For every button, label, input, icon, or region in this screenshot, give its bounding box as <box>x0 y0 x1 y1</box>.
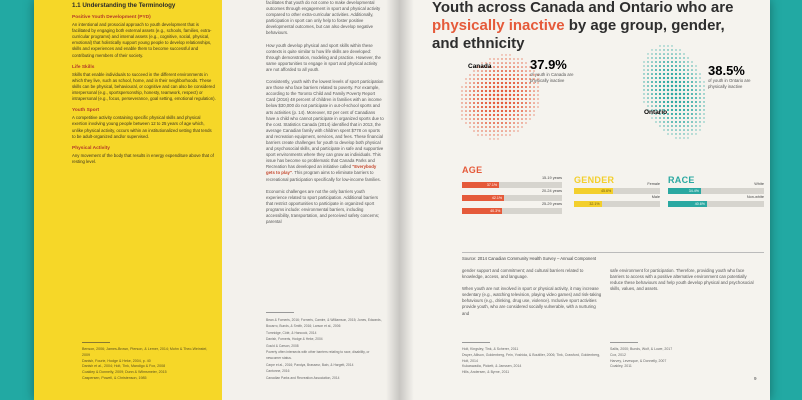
footnote: Carpe et al., 2016; Pandya, Brasseur, Bain, & Hargett, 2014 <box>266 362 354 367</box>
bar-track <box>668 201 764 207</box>
footnote: Cox, 2012 <box>610 352 626 357</box>
canada-stat <box>530 58 590 83</box>
footnote: Danish et al., 2004; Holt, Tink, Mandigo & Fox, 2008 <box>82 364 166 369</box>
body-paragraph: gender support and commitment; and cultural barriers related to knowledge, access, and language. <box>462 268 584 280</box>
bar-value-label: 45.6% <box>600 189 612 193</box>
footnote: Poverty often intersects with other barriers relating to race, disability, or newcomer status. <box>266 350 370 361</box>
bar-label: Non-white <box>746 195 764 199</box>
term-title: Physical Activity <box>72 145 110 151</box>
bar-value-label: 32.1% <box>589 202 600 206</box>
middle-footnotes <box>266 312 384 381</box>
term-title: Positive Youth Development (PYD) <box>72 15 151 20</box>
bar-label: Male <box>651 195 660 199</box>
highlighted-initiative: "Everybody gets to play" <box>266 164 377 176</box>
bar-fill <box>462 208 502 214</box>
canada-percent: 37.9% <box>530 57 567 72</box>
title-text: by age group, gender, and ethnicity <box>432 17 725 52</box>
term-title: Youth Sport <box>72 108 100 114</box>
right-page <box>400 0 770 400</box>
footnote: Holt, Kingsley, Tink, & Scherer, 2011 <box>462 347 519 351</box>
dot-maps <box>460 42 730 157</box>
bar-label: 20-24 years <box>541 189 562 193</box>
data-source: Source: 2014 Canadian Community Health Survey – Annual Component <box>462 256 597 261</box>
body-paragraph: safe environment for participation. Therefore, providing youth who face barriers to access with a positive alternative environment can potentially reduce these behaviours and help youth develop physical and psychosocial skills, values, and assets. <box>610 268 754 292</box>
ontario-stat <box>708 64 766 89</box>
ontario-label: Ontario <box>644 109 668 116</box>
footnote: Bean & Forneris, 2016; Forneris, Camire, & Williamson, 2015; Jones, Edwards, Bocarro, Bunds, & Smith, 2016; Larson et al., 2006 <box>266 318 382 329</box>
footnote: Benson, 2006; James-Brown, Pierson, & Lerner, 2014; Mohn & Theo-Weinstel, 2009 <box>82 347 208 357</box>
right-footnotes-right <box>610 342 758 370</box>
bar-fill <box>574 201 602 207</box>
bar-label: 15-19 years <box>541 176 562 180</box>
term-definition: Any movement of the body that results in energy expenditure above that of resting level. <box>72 152 214 164</box>
body-paragraph: When youth are not involved in sport or physical activity, it may increase sedentary (e.g., watching television, playing video games) and risk-taking behaviours (e.g., drinking, drug use, violence). Inclusive sport activities provide youth, who are considered socially vulnerable, with a nurturing and <box>462 286 602 316</box>
bar-track <box>574 188 660 194</box>
divider <box>462 252 764 253</box>
term-title: Life Skills <box>72 64 95 70</box>
body-paragraph: How youth develop physical and sport skills within these contexts is quite similar to how life skills are developed: through demonstration, modeling and practice. However, the same opportunities to engage in sport and physical activity are not afforded to all youth. <box>266 42 381 72</box>
footnote: Hills, Andersen, & Byrne, 2011 <box>462 370 510 375</box>
term-definition: A competitive activity containing specific physical skills and physical exertion involving young people between 12 to 25 years of age which, unlike physical activity, occurs within an institutionalized setting that tends to be adult-organized and/or supervised. <box>72 115 212 139</box>
bar-fill <box>668 188 701 194</box>
terminology-heading: 1.1 Understanding the Terminology <box>72 2 176 9</box>
right-footnotes-left <box>462 342 602 376</box>
bar-value-label: 40.6% <box>694 202 705 206</box>
bar-value-label: 37.1% <box>486 183 498 187</box>
terminology-box <box>72 2 216 165</box>
footnote: Danish, Fourie, Hodge & Heke, 2004, p. 40 <box>82 358 151 363</box>
bar-value-label: 42.1% <box>491 196 503 200</box>
footnote: Caspersen, Powell, & Christenson, 1985 <box>82 375 147 380</box>
inactivity-bar-charts <box>462 165 764 249</box>
footnote: Kukaswadia, Pickett, & Janssen, 2014 <box>462 364 522 369</box>
footnote: Danish, Forneris, Hodge & Heke, 2004 <box>266 337 323 342</box>
bar-fill <box>462 195 504 201</box>
bar-track <box>462 195 562 201</box>
bar-label: 25-29 years <box>541 202 562 206</box>
left-body-column <box>266 0 384 231</box>
term-definition: An intentional and prosocial approach to youth development that is facilitated by engaging both external assets (e.g., schools, families, extra-curricular programs) and internal assets (e.g., cognitive, social, physical, emotional) that holistically support young people to develop relationships, skills and experiences and enable them to become successful and contributing members of their society. <box>72 22 212 58</box>
footnote: Coakley & Donnelly, 2009; Dunn & Wilmsmeier, 2015 <box>82 370 167 375</box>
bar-group-title: RACE <box>668 175 695 185</box>
footnote: Coakley, 2011 <box>610 364 632 369</box>
bar-track <box>668 188 764 194</box>
right-body-right <box>610 268 758 298</box>
bar-value-label: 34.4% <box>688 189 699 193</box>
bar-label: Female <box>647 182 660 186</box>
bar-track <box>462 208 562 214</box>
bar-fill <box>462 182 499 188</box>
ontario-dot-map <box>643 45 704 138</box>
body-paragraph: Economic challenges are not the only barriers youth experience related to sport participation. Additional barriers that restrict opportunities to participate in organized sport programs include: environmental barriers, including accessibility, transportation, and perceived safety concerns; parental <box>266 188 380 225</box>
body-paragraph <box>266 79 384 183</box>
ontario-caption: of youth in Ontario are physically inactive <box>708 78 751 89</box>
bar-track <box>462 182 562 188</box>
left-page <box>34 0 400 400</box>
title-text: Youth across Canada and Ontario who are <box>432 0 734 16</box>
footnote: Dwyer, Allison, Goldenberg, Fein, Yoshida, & Boutilier, 2006; Tink, Crawford, Goldenberg, Holt, 2014 <box>462 352 601 363</box>
book-spread <box>34 0 770 400</box>
page-number: 9 <box>754 376 757 381</box>
title-highlight: physically inactive <box>432 17 565 34</box>
paragraph-text: . This program aims to eliminate barriers to recreational participation specifically for low-income families. <box>266 170 381 182</box>
footnote: Canadian Parks and Recreation Association, 2014 <box>266 375 340 380</box>
bar-label: White <box>754 182 764 186</box>
footnote: Turnnidge, Côté, & Hancock, 2014 <box>266 330 317 335</box>
footnote: Sallis, 2000; Bunds, Wolf, & Lowe, 2017 <box>610 347 673 351</box>
footnote: Gould & Carson, 2008 <box>266 343 299 348</box>
sidebar-footnotes <box>82 342 212 382</box>
bar-group-title: GENDER <box>574 175 615 185</box>
book-gutter <box>386 0 414 400</box>
canada-label: Canada <box>468 63 492 70</box>
right-body-left <box>462 268 602 323</box>
bar-value-label: 40.3% <box>490 209 501 213</box>
footnote: Harvey, Levesque, & Donnelly, 2007 <box>610 358 667 363</box>
footnote: Cantonne, 2016 <box>266 369 290 374</box>
ontario-percent: 38.5% <box>708 63 745 78</box>
body-paragraph: facilitates that youth do not come to make developmental outcomes through engagement in sport and physical activity compared to other extra-curricular activities. Additionally, participation in sport can only help to foster positive developmental outcomes, but can also develop negative behaviours. <box>266 0 381 36</box>
canada-caption: of youth in Canada are physically inactive <box>530 72 574 83</box>
paragraph-text: Consistently, youth with the lowest levels of sport participation are those who face barriers related to poverty. For example, according to the Toronto Child and Family Poverty Report Card (2016) 48 percent of children in families with an income below $30,000 do not participate in out-of-school sports and arts activities (p. 14). Moreover, 82 per cent of Canadians have a child who cannot participate in organized sports due to the cost. Statistics Canada (2014) identified that in 2013, the average Canadian family with children spent $778 on sports and recreation equipment, services, and fees. These financial barriers create challenges for youth to develop both physical and psychosocial skills, and participate in safe and supportive sport environments where they can grow as individuals. This issue has become so problematic that Canada Parks and Recreation has developed an initiative called <box>266 79 384 170</box>
term-definition: Skills that enable individuals to succeed in the different environments in which they live, such as school, home, and in their neighborhoods. These skills can be physical, behavioural, or cognitive and can also be considered interpersonal (e.g., sportspersonship, honesty, teamwork, respect) or intrapersonal (e.g., focus, perseverance, goal setting, emotional regulation). <box>72 71 216 102</box>
bar-group-title: AGE <box>462 165 483 175</box>
bar-fill <box>668 201 707 207</box>
bar-fill <box>574 188 613 194</box>
bar-track <box>574 201 660 207</box>
